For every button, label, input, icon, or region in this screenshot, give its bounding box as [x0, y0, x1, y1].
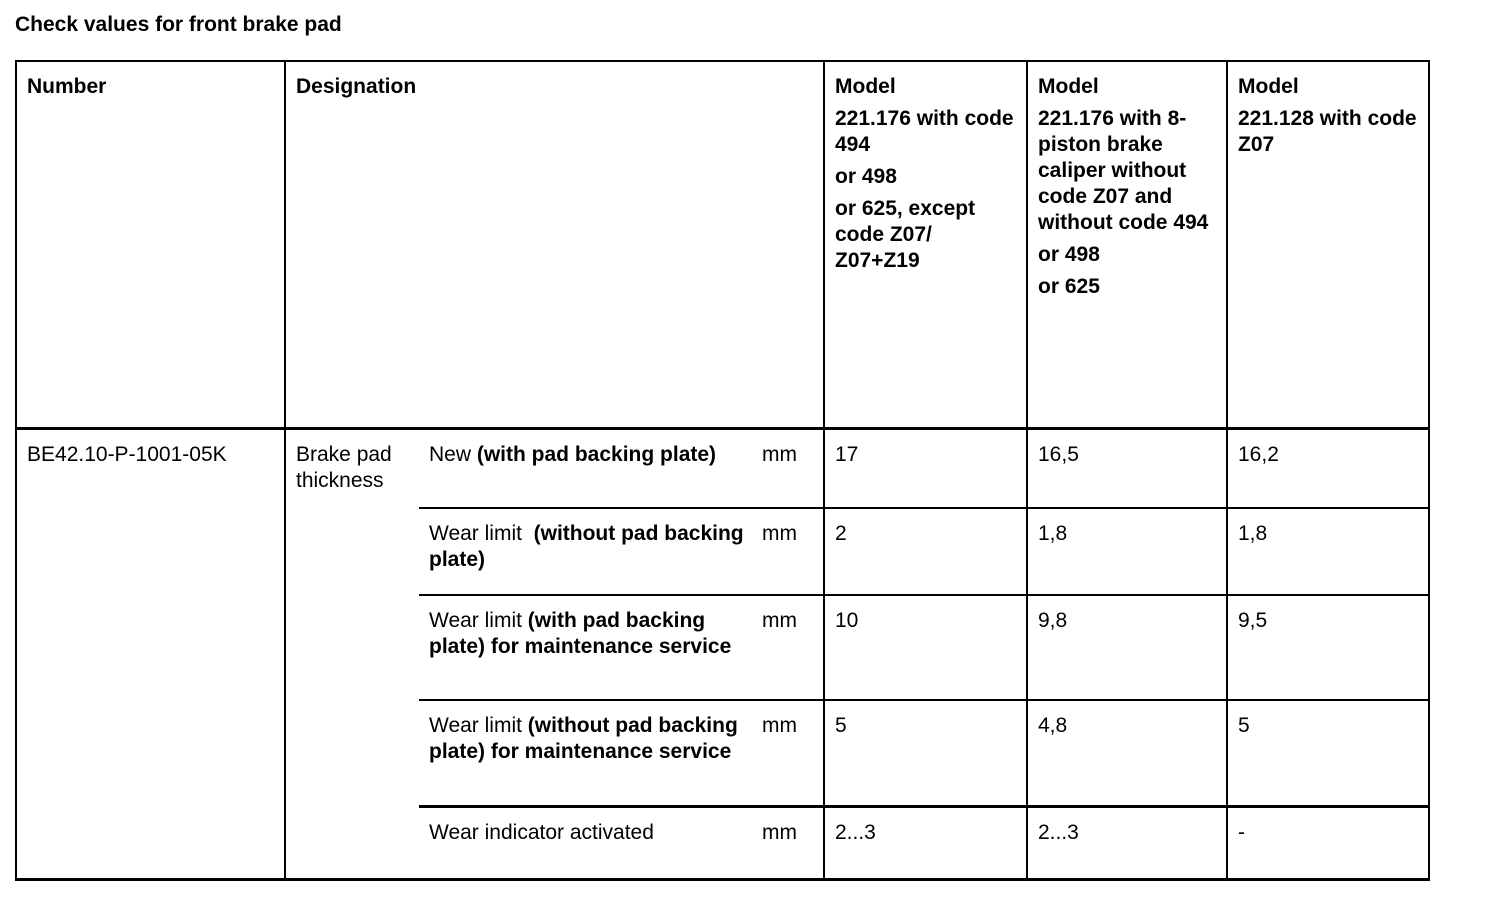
value-model-2: 9,8 — [1027, 595, 1227, 700]
header-row — [16, 61, 1429, 428]
group-label: Brake pad thickness — [285, 428, 419, 879]
value-model-2: 4,8 — [1027, 700, 1227, 806]
value-model-2: 1,8 — [1027, 508, 1227, 595]
document-number: BE42.10-P-1001-05K — [16, 428, 285, 879]
row-label: Wear limit (without pad backing plate) — [419, 508, 762, 595]
row-label: Wear limit (with pad backing plate) for maintenance service — [419, 595, 762, 700]
row-unit: mm — [762, 428, 824, 508]
value-model-3: 5 — [1227, 700, 1429, 806]
check-values-table — [15, 60, 1430, 881]
row-label: Wear indicator activated — [419, 806, 762, 879]
page-title: Check values for front brake pad — [15, 13, 342, 36]
value-model-3: 9,5 — [1227, 595, 1429, 700]
header-model-2: Model 221.176 with 8-piston brake caliper without code Z07 and without code 494 or 498 or 625 — [1027, 61, 1227, 428]
header-number: Number — [16, 61, 285, 428]
row-label: New (with pad backing plate) — [419, 428, 762, 508]
value-model-2: 2...3 — [1027, 806, 1227, 879]
value-model-2: 16,5 — [1027, 428, 1227, 508]
value-model-3: - — [1227, 806, 1429, 879]
value-model-1: 10 — [824, 595, 1027, 700]
row-unit: mm — [762, 806, 824, 879]
table-row — [16, 428, 1429, 508]
value-model-3: 1,8 — [1227, 508, 1429, 595]
row-label: Wear limit (without pad backing plate) for maintenance service — [419, 700, 762, 806]
value-model-1: 17 — [824, 428, 1027, 508]
header-model-3: Model 221.128 with code Z07 — [1227, 61, 1429, 428]
header-designation: Designation — [285, 61, 824, 428]
value-model-1: 2 — [824, 508, 1027, 595]
header-model-1: Model 221.176 with code 494 or 498 or 625, except code Z07/ Z07+Z19 — [824, 61, 1027, 428]
row-unit: mm — [762, 508, 824, 595]
row-unit: mm — [762, 700, 824, 806]
value-model-1: 5 — [824, 700, 1027, 806]
value-model-1: 2...3 — [824, 806, 1027, 879]
value-model-3: 16,2 — [1227, 428, 1429, 508]
row-unit: mm — [762, 595, 824, 700]
